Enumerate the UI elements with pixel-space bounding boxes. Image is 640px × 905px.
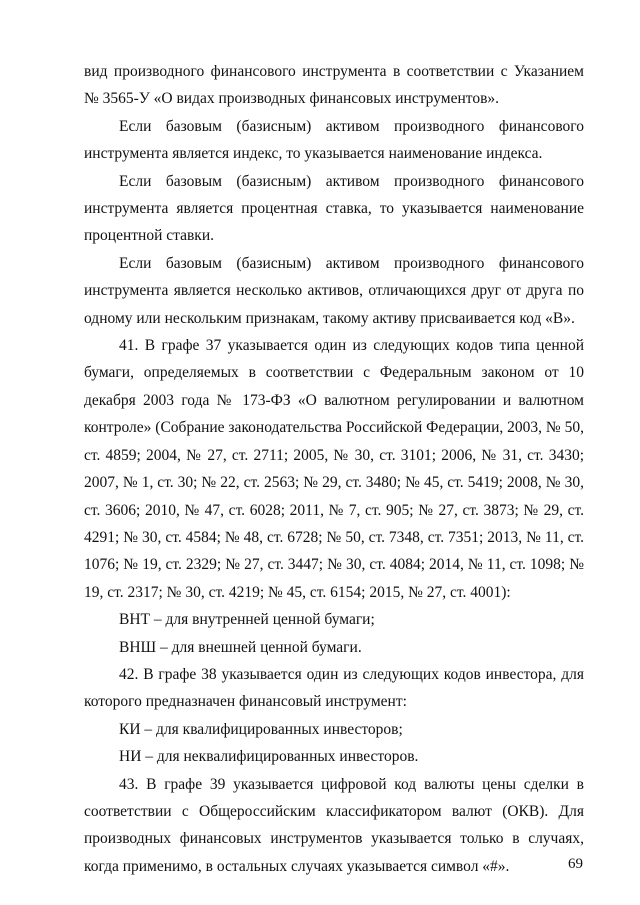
- list-item-ni: НИ – для неквалифицированных инвесторов.: [119, 748, 419, 766]
- page-number: 69: [568, 856, 583, 872]
- paragraph-section-42: 42. В графе 38 указывается один из следующих кодов инвестора, для которого предназначен финансовый инструмент:: [84, 665, 584, 711]
- list-item-ki: КИ – для квалифицированных инвесторов;: [119, 720, 403, 738]
- paragraph-derivative-type: вид производного финансового инструмента в соответствии с Указанием № 3565-У «О видах производных финансовых инструментов».: [84, 63, 584, 108]
- document-page: [84, 58, 584, 880]
- paragraph-interest-rate-asset: Если базовым (базисным) активом производного финансового инструмента является процентная ставка, то указывается наименование процентной ставки.: [84, 172, 584, 245]
- list-item-vnsh: ВНШ – для внешней ценной бумаги.: [119, 638, 362, 656]
- paragraph-section-43: 43. В графе 39 указывается цифровой код валюты цены сделки в соответствии с Общероссийским классификатором валют (ОКВ). Для производных финансовых инструментов указывается только в случаях, когда применимо, в остальных случаях указывается символ «#».: [84, 775, 584, 875]
- paragraph-multiple-assets: Если базовым (базисным) активом производного финансового инструмента является несколько активов, отличающихся друг от друга по одному или нескольким признакам, такому активу присваивается код «В».: [84, 254, 584, 327]
- paragraph-section-41: 41. В графе 37 указывается один из следующих кодов типа ценной бумаги, определяемых в соответствии с Федеральным законом от 10 декабря 2003 года № 173-ФЗ «О валютном регулировании и валютном контроле» (Собрание законодательства Российской Федерации, 2003, № 50, ст. 4859; 2004, № 27, ст. 2711; 2005, № 30, ст. 3101; 2006, № 31, ст. 3430; 2007, № 1, ст. 30; № 22, ст. 2563; № 29, ст. 3480; № 45, ст. 5419; 2008, № 30, ст. 3606; 2010, № 47, ст. 6028; 2011, № 7, ст. 905; № 27, ст. 3873; № 29, ст. 4291; № 30, ст. 4584; № 48, ст. 6728; № 50, ст. 7348, ст. 7351; 2013, № 11, ст. 1076; № 19, ст. 2329; № 27, ст. 3447; № 30, ст. 4084; 2014, № 11, ст. 1098; № 19, ст. 2317; № 30, ст. 4219; № 45, ст. 6154; 2015, № 27, ст. 4001):: [84, 337, 584, 601]
- paragraph-index-asset: Если базовым (базисным) активом производного финансового инструмента является индекс, то указывается наименование индекса.: [84, 117, 584, 163]
- list-item-vnt: ВНТ – для внутренней ценной бумаги;: [119, 611, 375, 629]
